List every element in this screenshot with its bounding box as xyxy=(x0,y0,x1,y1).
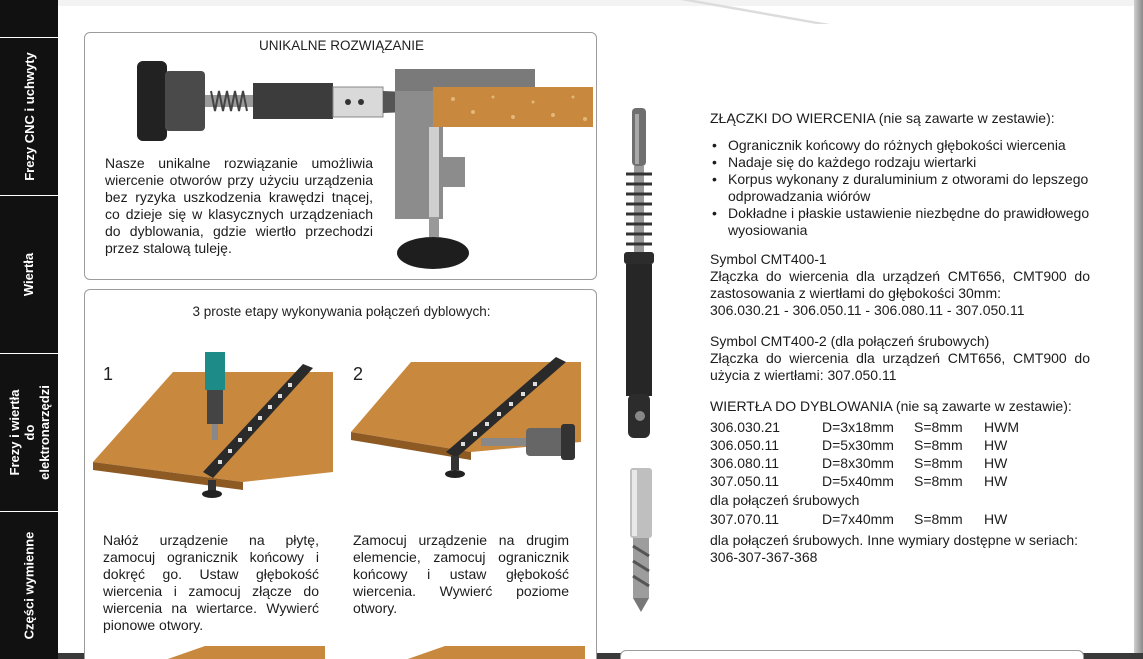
unique-solution-panel xyxy=(84,32,597,280)
series-note: dla połączeń śrubowych. Inne wymiary dostępne w seriach: xyxy=(710,532,1079,548)
unique-solution-description: Nasze unikalne rozwiązanie umożliwia wiercenie otworów przy użyciu urządzenia bez ryzyka uszkodzenia krawędzi tnącej, co dzieje się w klasycznych urządzeniach do dyblowania, gdzie wiertło przechodzi przez stalową tuleję. xyxy=(105,155,373,256)
steps-panel xyxy=(84,289,597,659)
list-item: • Nadaje się do każdego rodzaju wiertarki xyxy=(710,154,1090,171)
feature-list xyxy=(710,137,1090,239)
sidebar-tab-frezy-cnc[interactable] xyxy=(0,38,58,196)
series-list: 306-307-367-368 xyxy=(710,549,818,565)
sidebar-tab-label: Części wymienne xyxy=(21,531,37,640)
drill-code: 307.050.11 xyxy=(710,473,780,489)
drill-diameter: D=5x40mm xyxy=(822,473,894,489)
drills-heading: WIERTŁA DO DYBLOWANIA (nie są zawarte w zestawie): xyxy=(710,398,1072,414)
step-2-description: Zamocuj urządzenie na drugim elemencie, zamocuj ogranicznik końcowy i ustaw głębokość wiercenia. Wywierć poziome otwory. xyxy=(353,532,569,616)
step-number-1: 1 xyxy=(103,364,114,384)
symbol-title: Symbol CMT400-1 xyxy=(710,251,827,267)
symbol-cmt400-1 xyxy=(710,251,1090,319)
drilling-connector-illustration xyxy=(612,104,668,444)
drill-shank: S=8mm xyxy=(914,455,963,471)
list-item: • Ogranicznik końcowy do różnych głębokości wiercenia xyxy=(710,137,1090,154)
step-2-horizontal-drilling-illustration xyxy=(351,352,581,492)
drills-table xyxy=(710,419,1090,490)
sidebar-tab-czesci[interactable] xyxy=(0,512,58,659)
steps-title: 3 proste etapy wykonywania połączeń dyblowych: xyxy=(192,304,491,319)
drill-diameter: D=3x18mm xyxy=(822,419,894,435)
sidebar-tab-label: Frezy CNC i uchwyty xyxy=(21,52,37,181)
page-scroll-edge[interactable] xyxy=(1134,0,1143,659)
symbol-codes: 306.030.21 - 306.050.11 - 306.080.11 - 307.050.11 xyxy=(710,302,1025,318)
dowel-drill-bit-illustration xyxy=(622,466,662,616)
drill-type: HW xyxy=(984,473,1008,489)
bottom-panel-partial xyxy=(620,650,1084,659)
connector-specs xyxy=(710,110,1090,566)
sidebar-tab-elektronarzedzia[interactable] xyxy=(0,354,58,512)
drill-code: 306.050.11 xyxy=(710,437,780,453)
drill-type: HW xyxy=(984,511,1008,527)
page-top-edge xyxy=(58,0,1143,6)
list-item: • Korpus wykonany z duraluminium z otworami do lepszego odprowadzania wiórów xyxy=(710,171,1090,205)
panel-title: UNIKALNE ROZWIĄZANIE xyxy=(258,38,425,53)
sidebar-tab-label: Wiertła xyxy=(21,252,37,297)
symbol-title: Symbol CMT400-2 (dla połączeń śrubowych) xyxy=(710,333,990,349)
drill-shank: S=8mm xyxy=(914,473,963,489)
connectors-heading: ZŁĄCZKI DO WIERCENIA (nie są zawarte w zestawie): xyxy=(710,110,1055,126)
sidebar-tab-wiertla[interactable] xyxy=(0,196,58,354)
drill-code: 306.030.21 xyxy=(710,419,781,435)
drill-type: HW xyxy=(984,437,1008,453)
drill-shank: S=8mm xyxy=(914,511,963,527)
screw-drills-table xyxy=(710,511,1090,528)
page-corner-decoration xyxy=(680,0,830,24)
drill-diameter: D=5x30mm xyxy=(822,437,894,453)
symbol-description: Złączka do wiercenia dla urządzeń CMT656, CMT900 do zastosowania z wiertłami do głębokości 30mm: xyxy=(710,268,1090,301)
symbol-description: Złączka do wiercenia dla urządzeń CMT656, CMT900 do użycia z wiertłami: 307.050.11 xyxy=(710,350,1090,383)
step-number-2: 2 xyxy=(353,364,364,384)
drill-code: 306.080.11 xyxy=(710,455,780,471)
step-1-vertical-drilling-illustration xyxy=(93,352,333,500)
drill-diameter: D=7x40mm xyxy=(822,511,894,527)
step-3-illustration-partial xyxy=(165,646,585,659)
drill-type: HW xyxy=(984,455,1008,471)
drill-type: HWM xyxy=(984,419,1019,435)
sidebar-tab-label: Frezy i wiertła do elektronarzędzi xyxy=(6,385,52,480)
screw-connections-label: dla połączeń śrubowych xyxy=(710,492,860,508)
side-navigation xyxy=(0,0,58,659)
symbol-cmt400-2 xyxy=(710,333,1090,384)
drill-shank: S=8mm xyxy=(914,437,963,453)
list-item: • Dokładne i płaskie ustawienie niezbędne do prawidłowego wyosiowania xyxy=(710,205,1090,239)
drill-shank: S=8mm xyxy=(914,419,963,435)
step-1-description: Nałóż urządzenie na płytę, zamocuj ogranicznik końcowy i dokręć go. Ustaw głębokość wiercenia i zamocuj złącze do wiercenia na wiertarce. Wywierć pionowe otwory. xyxy=(103,532,319,633)
drill-code: 307.070.11 xyxy=(710,511,780,527)
drill-diameter: D=8x30mm xyxy=(822,455,894,471)
sidebar-tab-top[interactable] xyxy=(0,0,58,38)
